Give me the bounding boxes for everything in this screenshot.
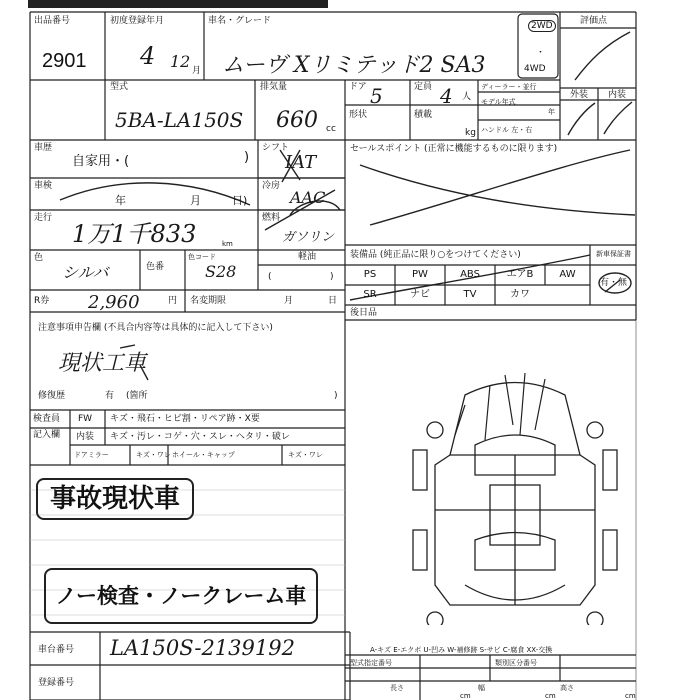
transfer-day: 日 <box>328 296 338 306</box>
equip-airbag: エアB <box>506 269 534 280</box>
color-code-value: S28 <box>205 262 237 281</box>
chassis-value: LA150S-2139192 <box>110 636 295 660</box>
repair-place: (箇所 <box>126 391 148 401</box>
ac-label: 冷房 <box>262 181 281 191</box>
insp-fw: FW <box>78 414 93 424</box>
length-label: 長さ <box>390 684 404 692</box>
no-claim-stamp: ノー検査・ノークレーム車 <box>44 568 318 624</box>
color-value: シルバ <box>62 263 109 282</box>
insp-wheel: ホイール・キャップ <box>172 451 235 459</box>
warranty-value: 有・無 <box>600 278 628 288</box>
r-unit: 円 <box>168 296 178 306</box>
color-no-label: 色番 <box>146 262 165 272</box>
mileage-value: 1万1千833 <box>72 220 197 248</box>
repair-close: ) <box>334 391 338 401</box>
insp-wheel-text: キズ・ワレ <box>288 451 323 459</box>
class-label: 類別区分番号 <box>495 659 537 667</box>
insp-interior: 内装 <box>76 432 95 442</box>
fuel-value: ガソリン <box>282 230 335 245</box>
doors-label: ドア <box>349 82 367 92</box>
notes-label: 注意事項申告欄 (不具合内容等は具体的に記入して下さい) <box>38 323 273 333</box>
notes-value: 現状工車 <box>58 351 147 376</box>
new-warranty-label: 新車保証書 <box>596 250 631 258</box>
use-close: ) <box>244 150 250 165</box>
insp-fw-text: キズ・飛石・ヒビ割・リペア跡・X要 <box>110 414 260 424</box>
equip-pw: PW <box>412 269 428 280</box>
reg-no-label: 登録番号 <box>38 678 75 688</box>
doors-value: 5 <box>370 84 383 108</box>
fuel-paren-open: ( <box>268 272 272 282</box>
first-reg-year: 4 <box>140 42 156 70</box>
sales-point-label: セールスポイント (正常に機能するものに限ります) <box>350 144 558 154</box>
width-label: 幅 <box>478 684 485 692</box>
repair-label: 修復歴 <box>38 391 66 401</box>
insp-door-mirror: ドアミラー <box>74 451 109 459</box>
use-value: 自家用・( <box>72 154 130 169</box>
model-name: ムーヴ Xリミテッド2 SA3 <box>222 53 486 78</box>
color-code-label: 色コード <box>188 253 216 261</box>
equip-sr: SR <box>363 289 377 300</box>
displacement-unit: cc <box>326 124 336 134</box>
ac-value: AAC <box>290 188 326 207</box>
r-label: R券 <box>34 296 50 306</box>
transfer-label: 名変期限 <box>190 296 227 306</box>
first-reg-label: 初度登録年月 <box>110 16 165 26</box>
height-unit: cm <box>625 692 636 700</box>
interior-label: 内装 <box>608 90 627 100</box>
use-label: 車歴 <box>34 143 53 153</box>
equip-aw: AW <box>559 269 576 280</box>
equip-leather: カワ <box>510 289 530 300</box>
type-value: 5BA-LA150S <box>115 108 244 132</box>
drive-2wd: 2WD <box>528 20 556 32</box>
width-unit: cm <box>545 692 556 700</box>
post-equipment-label: 後日品 <box>350 308 378 318</box>
mileage-label: 走行 <box>34 213 53 223</box>
approval-label: 型式指定番号 <box>350 659 392 667</box>
repair-value: 有 <box>105 391 115 401</box>
displacement-label: 排気量 <box>260 82 288 92</box>
equipment-label: 装備品 (純正品に限り○をつけてください) <box>350 250 521 260</box>
chassis-label: 車台番号 <box>38 645 75 655</box>
model-name-label: 車名・グレード <box>208 16 272 26</box>
inspector-label-2: 記入欄 <box>33 430 61 440</box>
capacity-unit: 人 <box>462 92 472 102</box>
damage-legend: A-キズ E-エクボ U-凹み W-補修跡 S-サビ C-腐食 XX-交換 <box>370 646 553 654</box>
light-oil: 軽油 <box>298 252 317 262</box>
first-reg-month: 12 <box>170 52 191 71</box>
car-diagram[interactable] <box>395 365 635 625</box>
inspector-label-1: 検査員 <box>33 414 61 424</box>
accident-stamp: 事故現状車 <box>36 478 194 520</box>
capacity-value: 4 <box>440 84 453 108</box>
length-unit: cm <box>460 692 471 700</box>
equip-navi: ナビ <box>410 289 430 300</box>
lot-no-label: 出品番号 <box>34 16 71 26</box>
shape-label: 形状 <box>349 110 368 120</box>
inspection-year-unit: 年 <box>115 194 126 207</box>
dealer-label: ディーラー・並行 <box>481 83 537 91</box>
insp-interior-text: キズ・汚レ・コゲ・穴・スレ・ヘタリ・破レ <box>110 432 290 442</box>
equip-abs: ABS <box>460 269 480 280</box>
lot-number: 2901 <box>42 50 87 72</box>
handle-label: ハンドル 左・右 <box>481 126 533 134</box>
model-year-unit: 年 <box>548 108 555 116</box>
mileage-unit: km <box>222 240 233 248</box>
inspection-label: 車検 <box>34 181 53 191</box>
model-year-label: モデル年式 <box>481 98 516 106</box>
equip-tv: TV <box>463 289 477 300</box>
shift-label: シフト <box>262 143 290 153</box>
equip-ps: PS <box>363 269 377 280</box>
height-label: 高さ <box>560 684 574 692</box>
fuel-paren-close: ) <box>330 272 334 282</box>
exterior-label: 外装 <box>570 90 589 100</box>
displacement-value: 660 <box>276 108 318 133</box>
inspection-day-unit: 日) <box>232 194 248 207</box>
color-label: 色 <box>34 253 44 263</box>
drive-4wd: 4WD <box>524 64 546 74</box>
type-label: 型式 <box>110 82 129 92</box>
first-reg-unit: 月 <box>192 66 202 76</box>
load-unit: kg <box>465 128 476 138</box>
capacity-label: 定員 <box>414 82 433 92</box>
shift-value: IAT <box>285 152 317 173</box>
insp-door-mirror-text: キズ・ワレ <box>136 451 171 459</box>
r-value: 2,960 <box>88 292 140 313</box>
rating-label: 評価点 <box>580 16 608 26</box>
load-label: 積載 <box>414 110 433 120</box>
inspection-month-unit: 月 <box>190 194 201 207</box>
fuel-label: 燃料 <box>262 213 281 223</box>
transfer-month: 月 <box>284 296 294 306</box>
